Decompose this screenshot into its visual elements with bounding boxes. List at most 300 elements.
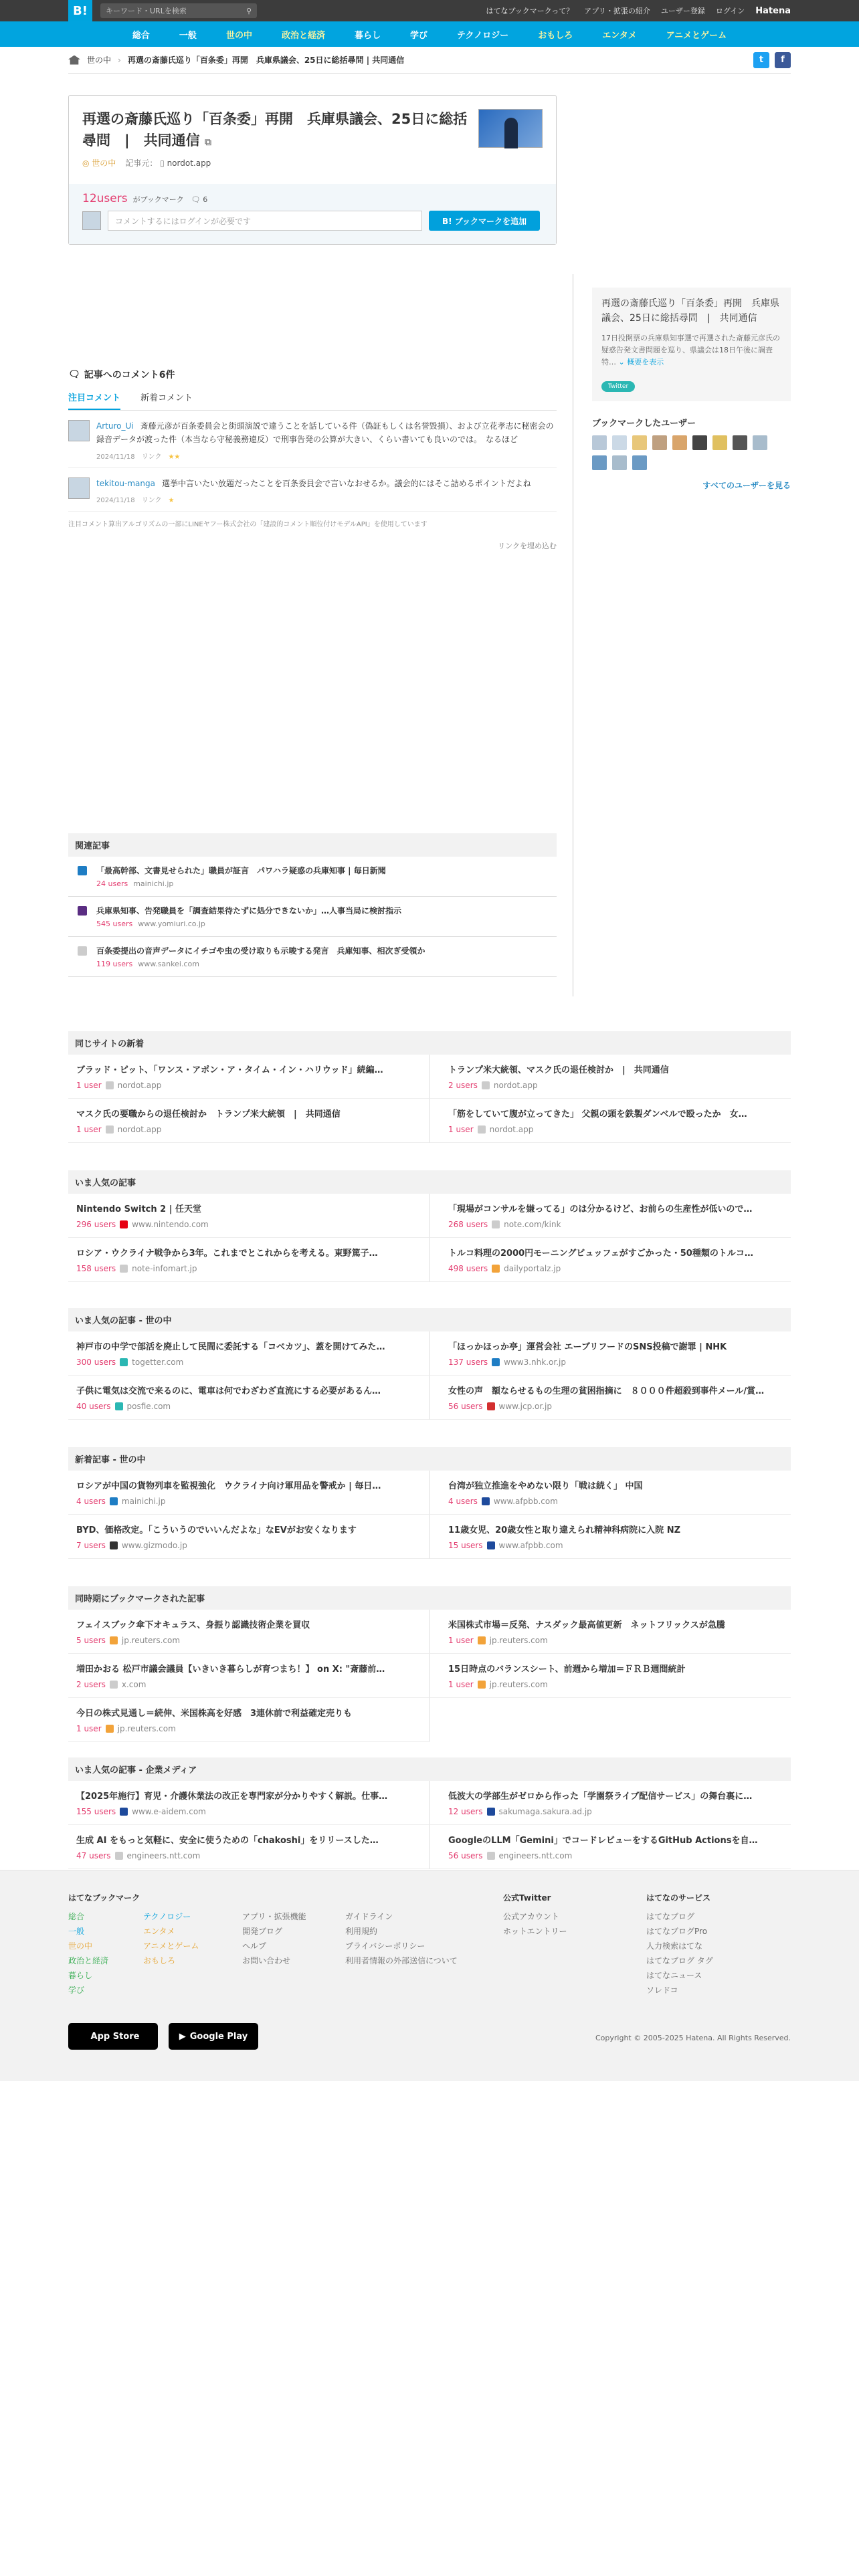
user-icon[interactable] xyxy=(592,435,607,450)
home-icon[interactable] xyxy=(68,56,80,65)
article-domain[interactable]: nordot.app xyxy=(489,1125,534,1134)
article-title[interactable]: 米国株式市場＝反発、ナスダック最高値更新 ネットフリックスが急騰 xyxy=(448,1620,725,1630)
section-heading: いま人気の記事 xyxy=(68,1170,791,1194)
related-body xyxy=(96,945,425,968)
copyright: Copyright © 2005-2025 Hatena. All Rights Reserved. xyxy=(595,2034,791,2042)
hatena-logo[interactable]: Hatena xyxy=(755,5,791,16)
footer-policy-links xyxy=(345,1909,458,1968)
site-favicon-icon xyxy=(78,946,87,956)
category-nav xyxy=(0,21,859,47)
twitter-share-icon[interactable]: t xyxy=(753,52,769,68)
section-heading: 同時期にブックマークされた記事 xyxy=(68,1586,791,1610)
article-users[interactable]: 498 users xyxy=(448,1264,488,1273)
article-item xyxy=(68,1055,430,1099)
related-title[interactable]: 百条委提出の音声データにイチゴや虫の受け取りも示唆する発言 兵庫知事、相次ぎ受領か xyxy=(96,946,425,956)
footer-link[interactable]: お問い合わせ xyxy=(242,1956,291,1965)
user-icon[interactable] xyxy=(712,435,727,450)
star-icon[interactable]: ★ xyxy=(168,497,175,505)
article-domain[interactable]: mainichi.jp xyxy=(121,1497,166,1506)
site-favicon-icon xyxy=(78,866,87,875)
article-users[interactable]: 137 users xyxy=(448,1358,488,1367)
footer-category-link[interactable]: テクノロジー xyxy=(143,1912,191,1921)
article-title[interactable]: GoogleのLLM「Gemini」でコードレビューをするGitHub Actionsを自… xyxy=(448,1836,758,1846)
commenter-avatar[interactable] xyxy=(68,477,90,499)
article-meta xyxy=(76,1402,421,1411)
entry-card xyxy=(68,95,557,245)
article-section xyxy=(68,1757,791,1869)
article-title[interactable]: マスク氏の要職からの退任検討か トランプ米大統領 | 共同通信 xyxy=(76,1109,341,1119)
footer-link[interactable]: アプリ・拡張機能 xyxy=(242,1912,306,1921)
related-articles xyxy=(68,833,557,977)
footer-link[interactable]: ヘルプ xyxy=(242,1941,267,1951)
app-store-badge[interactable]: App Store xyxy=(68,2023,158,2050)
footer-twitter xyxy=(503,1891,567,1939)
search-icon[interactable]: ⚲ xyxy=(246,6,252,15)
article-title[interactable]: ブラッド・ピット、「ワンス・アポン・ア・タイム・イン・ハリウッド」続編… xyxy=(76,1065,383,1075)
article-title[interactable]: 増田かおる 松戸市議会議員【いきいき暮らしが育つまち！】 on X: "斎藤前… xyxy=(76,1665,385,1675)
entry-source: 記事元： ▯ nordot.app xyxy=(125,158,211,168)
comment-input[interactable]: コメントするにはログインが必要です xyxy=(108,211,422,231)
article-users[interactable]: 7 users xyxy=(76,1541,106,1550)
article-item xyxy=(68,1331,430,1376)
related-item xyxy=(68,937,557,977)
article-domain[interactable]: jp.reuters.com xyxy=(489,1680,548,1689)
article-item xyxy=(68,1376,430,1420)
bookmark-count[interactable]: 12users がブックマーク 🗨 6 xyxy=(82,192,208,205)
entry-thumbnail[interactable] xyxy=(478,109,543,148)
commenter-avatar[interactable] xyxy=(68,420,90,441)
star-icon[interactable]: ★★ xyxy=(168,453,181,461)
article-item xyxy=(430,1610,791,1654)
user-icon[interactable] xyxy=(632,455,647,470)
article-title[interactable]: 生成 AI をもっと気軽に、安全に使うための「chakoshi」をリリースした… xyxy=(76,1836,379,1846)
article-domain[interactable]: www.nintendo.com xyxy=(132,1220,209,1229)
site-favicon-icon xyxy=(478,1681,486,1689)
search-placeholder: キーワード・URLを検索 xyxy=(106,7,187,15)
bookmark-bar xyxy=(69,184,556,244)
article-users[interactable]: 1 user xyxy=(76,1081,102,1090)
footer xyxy=(0,1870,859,2081)
article-meta xyxy=(448,1541,783,1550)
article-users[interactable]: 1 user xyxy=(448,1636,474,1645)
article-domain[interactable]: dailyportalz.jp xyxy=(504,1264,561,1273)
article-domain[interactable]: www.e-aidem.com xyxy=(132,1807,206,1816)
related-domain[interactable]: www.yomiuri.co.jp xyxy=(138,920,205,928)
user-icon[interactable] xyxy=(672,435,687,450)
site-favicon-icon xyxy=(110,1681,118,1689)
article-users[interactable]: 47 users xyxy=(76,1851,111,1860)
footer-link[interactable]: 開発ブログ xyxy=(242,1927,283,1936)
site-favicon-icon xyxy=(106,1725,114,1733)
article-users[interactable]: 4 users xyxy=(76,1497,106,1506)
footer-category-link[interactable]: 学び xyxy=(68,1985,85,1995)
site-favicon-icon xyxy=(492,1265,500,1273)
site-favicon-icon xyxy=(120,1220,128,1228)
article-users[interactable]: 12 users xyxy=(448,1807,483,1816)
article-item xyxy=(68,1194,430,1238)
article-item xyxy=(430,1055,791,1099)
comment-link[interactable]: リンク xyxy=(141,453,162,461)
article-title[interactable]: 「現場がコンサルを嫌ってる」のは分かるけど、お前らの生産性が低いので… xyxy=(448,1204,753,1214)
comment-item xyxy=(68,468,557,512)
footer-link[interactable]: はてなニュース xyxy=(646,1971,702,1980)
login-link[interactable]: ログイン xyxy=(715,7,745,15)
article-meta xyxy=(448,1636,783,1645)
site-favicon-icon xyxy=(492,1358,500,1366)
tab-popular-comments[interactable]: 注目コメント xyxy=(68,391,120,410)
article-users[interactable]: 155 users xyxy=(76,1807,116,1816)
article-meta xyxy=(76,1541,421,1550)
external-link-icon[interactable]: ⧉ xyxy=(204,136,211,148)
see-all-users-link[interactable]: すべてのユーザーを見る xyxy=(702,481,791,491)
article-title[interactable]: 台湾が独立推進をやめない限り「戦は続く」 中国 xyxy=(448,1481,643,1491)
article-title[interactable]: 「筋をしていて腹が立ってきた」 父親の頭を鉄製ダンベルで殴ったか 女… xyxy=(448,1109,747,1119)
article-domain[interactable]: note.com/kink xyxy=(504,1220,561,1229)
user-avatar xyxy=(82,211,101,230)
footer-link[interactable]: はてなブログ xyxy=(646,1912,695,1921)
site-favicon-icon xyxy=(106,1125,114,1134)
footer-link[interactable]: ガイドライン xyxy=(345,1912,393,1921)
section-heading: 新着記事 - 世の中 xyxy=(68,1447,791,1471)
footer-link[interactable]: ホットエントリー xyxy=(503,1927,567,1936)
article-users[interactable]: 1 user xyxy=(76,1724,102,1733)
site-favicon-icon xyxy=(482,1081,490,1089)
related-users[interactable]: 24 users xyxy=(96,879,128,888)
article-item xyxy=(430,1331,791,1376)
category-tab[interactable]: おもしろ xyxy=(538,30,573,41)
article-meta xyxy=(76,1497,421,1506)
embed-link[interactable]: リンクを埋め込む xyxy=(498,542,557,551)
article-users[interactable]: 158 users xyxy=(76,1264,116,1273)
article-meta xyxy=(448,1680,783,1689)
category-tab[interactable]: 一般 xyxy=(179,30,197,41)
commenter-name[interactable]: Arturo_Ui xyxy=(96,421,134,431)
footer-category-link[interactable]: アニメとゲーム xyxy=(143,1941,199,1951)
article-domain[interactable]: jp.reuters.com xyxy=(489,1636,548,1645)
article-title[interactable]: 女性の声 額ならせるもの生理の貧困指摘に ８０００件超殺到事件メール/賞… xyxy=(448,1386,765,1396)
article-users[interactable]: 2 users xyxy=(448,1081,478,1090)
article-meta xyxy=(448,1125,783,1134)
footer-category-link[interactable]: おもしろ xyxy=(143,1956,176,1965)
comment-text: 選挙中言いたい放題だったことを百条委員会で言いなおせるか。議会的にはそこ詰めるポイントだよね xyxy=(161,478,531,488)
footer-services xyxy=(646,1891,713,1998)
section-heading: いま人気の記事 - 世の中 xyxy=(68,1308,791,1331)
article-users[interactable]: 1 user xyxy=(76,1125,102,1134)
article-meta xyxy=(448,1807,783,1816)
hatena-bookmark-logo[interactable]: B! xyxy=(68,0,92,21)
article-meta xyxy=(448,1358,783,1367)
article-title[interactable]: 今日の株式見通し＝続伸、米国株高を好感 3連休前で利益確定売りも xyxy=(76,1709,353,1719)
user-icon[interactable] xyxy=(592,455,607,470)
article-users[interactable]: 15 users xyxy=(448,1541,483,1550)
article-item xyxy=(430,1099,791,1143)
section-heading: いま人気の記事 - 企業メディア xyxy=(68,1757,791,1781)
show-summary-link[interactable]: ⌄ 概要を表示 xyxy=(618,357,664,366)
article-grid xyxy=(68,1781,791,1869)
article-users[interactable]: 1 user xyxy=(448,1125,474,1134)
user-icon-list xyxy=(592,435,773,470)
category-tab[interactable]: 総合 xyxy=(132,30,150,41)
article-users[interactable]: 300 users xyxy=(76,1358,116,1367)
article-users[interactable]: 2 users xyxy=(76,1680,106,1689)
site-favicon-icon xyxy=(487,1402,495,1410)
footer-link[interactable]: プライバシーポリシー xyxy=(345,1941,425,1951)
user-icon[interactable] xyxy=(733,435,747,450)
article-item xyxy=(68,1515,430,1559)
bookmarked-users-heading: ブックマークしたユーザー xyxy=(592,419,696,429)
article-item xyxy=(430,1654,791,1698)
article-domain[interactable]: togetter.com xyxy=(132,1358,184,1367)
article-users[interactable]: 268 users xyxy=(448,1220,488,1229)
site-favicon-icon xyxy=(110,1541,118,1549)
article-domain[interactable]: engineers.ntt.com xyxy=(498,1851,573,1860)
site-favicon-icon xyxy=(478,1636,486,1644)
register-link[interactable]: ユーザー登録 xyxy=(660,7,705,15)
add-bookmark-button[interactable]: B! ブックマークを追加 xyxy=(429,211,540,231)
footer-link[interactable]: はてなブログ タグ xyxy=(646,1956,713,1965)
article-title[interactable]: 神戸市の中学で部活を廃止して民間に委託する「コベカツ」、蓋を開けてみた… xyxy=(76,1342,385,1352)
article-title[interactable]: BYD、価格改定。「こういうのでいいんだよな」なEVがお安くなります xyxy=(76,1525,357,1535)
article-domain[interactable]: sakumaga.sakura.ad.jp xyxy=(498,1807,592,1816)
article-item xyxy=(68,1654,430,1698)
article-title[interactable]: トランプ米大統領、マスク氏の退任検討か | 共同通信 xyxy=(448,1065,669,1075)
apps-link[interactable]: アプリ・拡張の紹介 xyxy=(584,7,650,15)
article-meta xyxy=(448,1264,783,1273)
site-favicon-icon xyxy=(115,1852,123,1860)
article-title[interactable]: ロシア・ウクライナ戦争から3年。これまでとこれからを考える。東野篤子… xyxy=(76,1249,378,1259)
footer-link[interactable]: 公式アカウント xyxy=(503,1912,559,1921)
breadcrumb-separator: › xyxy=(118,55,121,65)
article-domain[interactable]: note-infomart.jp xyxy=(132,1264,197,1273)
footer-links xyxy=(242,1909,306,1968)
comments-section xyxy=(68,368,557,551)
comment-meta: 2024/11/18 リンク ★★ xyxy=(96,453,181,461)
article-title[interactable]: 低波大の学部生がゼロから作った「学園祭ライブ配信サービス」の舞台裏に… xyxy=(448,1792,753,1802)
article-domain[interactable]: nordot.app xyxy=(117,1081,162,1090)
footer-heading: はてなブックマーク xyxy=(68,1893,140,1903)
footer-category-link[interactable]: 総合 xyxy=(68,1912,85,1921)
article-item xyxy=(430,1825,791,1869)
article-meta xyxy=(448,1081,783,1090)
related-domain[interactable]: www.sankei.com xyxy=(138,960,199,968)
footer-category-link[interactable]: エンタメ xyxy=(143,1927,175,1936)
article-domain[interactable]: nordot.app xyxy=(117,1125,162,1134)
related-item xyxy=(68,857,557,897)
comment-algorithm-note: 注目コメント算出アルゴリズムの一部にLINEヤフー株式会社の「建設的コメント順位付けモデルAPI」を使用しています xyxy=(68,521,427,529)
category-tab[interactable]: アニメとゲーム xyxy=(666,30,727,41)
article-grid xyxy=(68,1331,791,1420)
category-tab[interactable]: エンタメ xyxy=(602,30,637,41)
category-tab[interactable]: 学び xyxy=(409,30,427,41)
article-item xyxy=(430,1781,791,1825)
article-title[interactable]: Nintendo Switch 2 | 任天堂 xyxy=(76,1204,202,1214)
article-title[interactable]: フェイスブック傘下オキュラス、身振り認識技術企業を買収 xyxy=(76,1620,310,1630)
facebook-share-icon[interactable]: f xyxy=(775,52,791,68)
comment-text: 斎藤元彦が百条委員会と街頭演説で違うことを話している件（偽証もしくは名誉毀損）、および立花孝志に秘密会の録音データが渡った件（本当なら守秘義務違反）で刑事告発の公算が大きい、くらい書いても良いのでは。 なるほど xyxy=(96,421,554,444)
user-icon[interactable] xyxy=(692,435,707,450)
site-favicon-icon xyxy=(120,1265,128,1273)
user-icon[interactable] xyxy=(632,435,647,450)
article-item xyxy=(68,1099,430,1143)
site-favicon-icon xyxy=(110,1636,118,1644)
article-meta xyxy=(76,1358,421,1367)
search-input[interactable] xyxy=(100,3,257,18)
category-tab[interactable]: 暮らし xyxy=(354,30,381,41)
article-domain[interactable]: www.afpbb.com xyxy=(498,1541,563,1550)
related-title[interactable]: 「最高幹部、文書見せられた」職員が証言 パワハラ疑惑の兵庫知事 | 毎日新聞 xyxy=(96,866,386,875)
article-title[interactable]: 「ほっかほっか亭」運営会社 エーブリフードのSNS投稿で謝罪 | NHK xyxy=(448,1342,727,1352)
article-grid xyxy=(68,1055,791,1143)
article-meta xyxy=(76,1081,421,1090)
article-meta xyxy=(448,1402,783,1411)
footer-category-link[interactable]: 政治と経済 xyxy=(68,1956,109,1965)
twitter-tag[interactable]: Twitter xyxy=(601,381,635,392)
article-grid xyxy=(68,1194,791,1282)
article-item xyxy=(430,1194,791,1238)
related-domain[interactable]: mainichi.jp xyxy=(133,879,174,888)
article-domain[interactable]: www.afpbb.com xyxy=(493,1497,558,1506)
google-play-badge[interactable]: ▶ Google Play xyxy=(169,2023,258,2050)
article-users[interactable]: 4 users xyxy=(448,1497,478,1506)
footer-category-link[interactable]: 一般 xyxy=(68,1927,85,1936)
related-body xyxy=(96,905,401,928)
article-meta xyxy=(448,1497,783,1506)
article-domain[interactable]: jp.reuters.com xyxy=(117,1724,176,1733)
article-domain[interactable]: posfie.com xyxy=(126,1402,171,1411)
article-users[interactable]: 40 users xyxy=(76,1402,111,1411)
user-icon[interactable] xyxy=(612,455,627,470)
article-domain[interactable]: www3.nhk.or.jp xyxy=(504,1358,566,1367)
article-item xyxy=(430,1471,791,1515)
article-users[interactable]: 296 users xyxy=(76,1220,116,1229)
comments-heading: 🗨 記事へのコメント6件 xyxy=(68,369,175,381)
breadcrumb xyxy=(68,47,791,74)
article-item xyxy=(68,1471,430,1515)
related-title[interactable]: 兵庫県知事、告発職員を「調査結果待たずに処分できないか」…人事当局に検討指示 xyxy=(96,906,402,916)
article-section xyxy=(68,1170,791,1282)
entry-title[interactable]: 再選の斎藤氏巡り「百条委」再開 兵庫県議会、25日に総括尋問 | 共同通信 ⧉ xyxy=(82,111,468,148)
play-icon: ▶ xyxy=(179,2031,186,2042)
article-domain[interactable]: www.jcp.or.jp xyxy=(498,1402,552,1411)
comment-icon: 🗨 xyxy=(68,369,80,380)
top-bar xyxy=(0,0,859,21)
user-icon[interactable] xyxy=(612,435,627,450)
article-item xyxy=(68,1698,430,1742)
site-favicon-icon xyxy=(115,1402,123,1410)
site-favicon-icon xyxy=(482,1497,490,1505)
category-tab[interactable]: テクノロジー xyxy=(457,30,509,41)
article-title[interactable]: 11歳女児、20歳女性と取り違えられ精神科病院に入院 NZ xyxy=(448,1525,681,1535)
article-title[interactable]: 子供に電気は交流で来るのに、電車は何でわざわざ直流にする必要があるん… xyxy=(76,1386,381,1396)
twitter-heading: 公式Twitter xyxy=(503,1893,551,1903)
article-domain[interactable]: www.gizmodo.jp xyxy=(121,1541,187,1550)
article-domain[interactable]: jp.reuters.com xyxy=(121,1636,181,1645)
user-icon[interactable] xyxy=(753,435,767,450)
article-item xyxy=(68,1781,430,1825)
article-section xyxy=(68,1308,791,1420)
comment-link[interactable]: リンク xyxy=(141,497,162,505)
article-meta xyxy=(76,1851,421,1860)
article-item xyxy=(430,1376,791,1420)
site-favicon-icon xyxy=(106,1081,114,1089)
article-item xyxy=(430,1238,791,1282)
article-grid xyxy=(68,1471,791,1559)
article-users[interactable]: 1 user xyxy=(448,1680,474,1689)
article-domain[interactable]: engineers.ntt.com xyxy=(126,1851,201,1860)
tab-new-comments[interactable]: 新着コメント xyxy=(140,393,193,403)
article-title[interactable]: ロシアが中国の貨物列車を監視強化 ウクライナ向け軍用品を警戒か | 毎日… xyxy=(76,1481,381,1491)
related-item xyxy=(68,897,557,937)
comment-meta: 2024/11/18 リンク ★ xyxy=(96,497,175,505)
article-users[interactable]: 56 users xyxy=(448,1851,483,1860)
site-favicon-icon xyxy=(120,1808,128,1816)
site-favicon-icon xyxy=(487,1541,495,1549)
article-meta xyxy=(76,1264,421,1273)
site-favicon-icon xyxy=(487,1852,495,1860)
article-domain[interactable]: x.com xyxy=(121,1680,147,1689)
related-users[interactable]: 545 users xyxy=(96,920,133,928)
article-item xyxy=(68,1825,430,1869)
breadcrumb-category[interactable]: 世の中 xyxy=(87,56,112,65)
article-users[interactable]: 56 users xyxy=(448,1402,483,1411)
footer-link[interactable]: 利用者情報の外部送信について xyxy=(345,1956,458,1965)
article-meta xyxy=(76,1636,421,1645)
related-meta xyxy=(96,920,401,928)
summary-title[interactable]: 再選の斎藤氏巡り「百条委」再開 兵庫県議会、25日に総括尋問 | 共同通信 xyxy=(601,298,779,324)
category-tab[interactable]: 政治と経済 xyxy=(281,30,325,41)
footer-category-link[interactable]: 世の中 xyxy=(68,1941,93,1951)
about-link[interactable]: はてなブックマークって？ xyxy=(486,7,574,15)
article-meta xyxy=(76,1724,421,1733)
comment-item xyxy=(68,411,557,468)
site-favicon-icon xyxy=(120,1358,128,1366)
article-item xyxy=(68,1610,430,1654)
article-users[interactable]: 5 users xyxy=(76,1636,106,1645)
related-users[interactable]: 119 users xyxy=(96,960,133,968)
summary-desc: 17日投開票の兵庫県知事選で再選された斎藤元彦氏の疑惑告発文書問題を巡り、県議会は18日午後に調査特… ⌄ 概要を表示 xyxy=(601,334,780,366)
sidebar xyxy=(592,288,791,491)
entry-category[interactable]: ◎ 世の中 xyxy=(82,158,116,168)
article-section xyxy=(68,1031,791,1143)
breadcrumb-title: 再選の斎藤氏巡り「百条委」再開 兵庫県議会、25日に総括尋問 | 共同通信 xyxy=(127,56,405,65)
article-title[interactable]: 【2025年施行】育児・介護休業法の改正を専門家が分かりやすく解説。仕事… xyxy=(76,1792,388,1802)
footer-link[interactable]: ソレドコ xyxy=(646,1985,678,1995)
footer-link[interactable]: 人力検索はてな xyxy=(646,1941,703,1951)
related-heading: 関連記事 xyxy=(68,833,557,857)
article-domain[interactable]: nordot.app xyxy=(493,1081,538,1090)
related-body xyxy=(96,865,386,888)
user-icon[interactable] xyxy=(652,435,667,450)
site-favicon-icon xyxy=(487,1808,495,1816)
article-meta xyxy=(448,1220,783,1229)
article-item xyxy=(68,1238,430,1282)
footer-link[interactable]: はてなブログPro xyxy=(646,1927,708,1936)
footer-categories xyxy=(68,1891,199,1998)
article-meta xyxy=(76,1220,421,1229)
section-heading: 同じサイトの新着 xyxy=(68,1031,791,1055)
entry-summary-card xyxy=(592,288,791,401)
article-meta xyxy=(76,1125,421,1134)
commenter-name[interactable]: tekitou-manga xyxy=(96,478,155,488)
article-title[interactable]: 15日時点のバランスシート、前週から増加＝ＦＲＢ週間統計 xyxy=(448,1665,686,1675)
site-favicon-icon xyxy=(110,1497,118,1505)
article-meta xyxy=(76,1807,421,1816)
article-title[interactable]: トルコ料理の2000円モーニングビュッフェがすごかった・50種類のトルコ… xyxy=(448,1249,753,1259)
footer-category-link[interactable]: 暮らし xyxy=(68,1971,93,1980)
category-tab[interactable]: 世の中 xyxy=(225,30,252,41)
footer-link[interactable]: 利用規約 xyxy=(345,1927,378,1936)
article-section xyxy=(68,1586,791,1742)
